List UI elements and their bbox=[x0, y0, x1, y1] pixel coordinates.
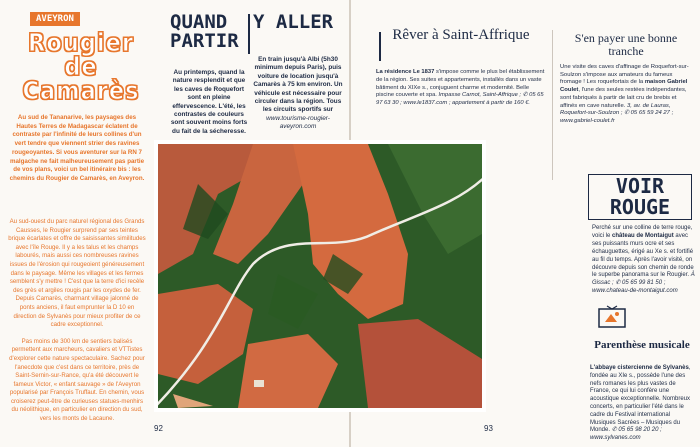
voir-rouge-highlight: château de Montaigut bbox=[612, 232, 674, 239]
parenthese-details: ✆ 05 65 98 20 20 ; www.sylvanes.com bbox=[590, 427, 662, 442]
sen-payer-text bbox=[560, 64, 694, 126]
hotel-name: La résidence Le 1837 bbox=[376, 69, 435, 75]
voir-rouge-title: VOIR ROUGE bbox=[609, 174, 671, 219]
body-text bbox=[8, 218, 146, 432]
rever-body: s'impose comme le plus bel établissement de la région. Ses suites et appartements, installés dans un vaste bâtiment du XIXe s., conjuguent charme et modernité. Belle piscine couverte et spa. bbox=[376, 69, 545, 99]
voir-rouge-details: À Gissac ; ✆ 05 65 99 81 50 ; www.chateau-de-montaigut.com bbox=[592, 272, 695, 295]
sen-payer-title: S'en payer une bonne tranche bbox=[574, 31, 678, 58]
voir-rouge-text bbox=[592, 225, 695, 296]
tourism-link[interactable]: www.tourisme-rougier-aveyron.com bbox=[266, 114, 330, 131]
voir-rouge-body-end: avec ses puissants murs ocre et ses échauguettes, érigé au Xe s. et fortifié au fil du temps. Après l'avoir visité, on découvre depuis son chemin de ronde le superbe panorama sur le Rougier. bbox=[592, 232, 694, 279]
sen-payer-highlight: maison Gabriel Coulet bbox=[560, 79, 688, 94]
rever-text bbox=[376, 69, 546, 108]
y-aller-text bbox=[252, 56, 344, 132]
sen-payer-details: 3, av. de Lauras, Roquefort-sur-Soulzon ; ✆ 05 65 59 24 27 ; www.gabriel-coulet.fr bbox=[560, 102, 674, 124]
ticket-icon bbox=[597, 303, 627, 331]
page-number-right: 93 bbox=[484, 424, 493, 433]
column-divider bbox=[552, 30, 553, 180]
quand-partir-text: Au printemps, quand la nature resplendit et que les caves de Roquefort sont en pleine effervescence. L'été, les contrastes de couleurs sont souvent moins forts du fait de la sécheresse. bbox=[170, 69, 248, 135]
parenthese-title: Parenthèse musicale bbox=[594, 339, 690, 351]
y-aller-title: Y ALLER bbox=[253, 11, 334, 33]
quand-partir-title bbox=[170, 13, 248, 51]
sen-payer-body-end: , l'une des seules restées indépendantes, sont fabriqués à partir de lait cru de brebis et affinés en cave naturelle. bbox=[560, 87, 687, 109]
sen-payer-body-start: Une visite des caves d'affinage de Roquefort-sur-Soulzon s'impose aux amateurs du fameux fromage ! Les roquefortais de la bbox=[560, 64, 689, 86]
article-title: Rougier de Camarès bbox=[22, 28, 140, 105]
y-aller-body: En train jusqu'à Albi (5h30 minimum depuis Paris), puis voiture de location jusqu'à Camarès à 75 km environ. Un véhicule est nécessaire pour circuler dans la région. Tous les circuits sportifs sur bbox=[253, 56, 343, 114]
landscape-photo bbox=[154, 140, 486, 412]
parenthese-body: , fondée au XIe s., possède l'une des nefs romanes les plus vastes de France, ce qui lui confère une acoustique exceptionnelle. Nombreux concerts, en particulier l'été dans le cadre du Festival international Musiques Sacrées – Musiques du Monde. bbox=[590, 365, 691, 434]
lead-paragraph: Au sud de Tananarive, les paysages des Hautes Terres de Madagascar éclatent de contraste par l'infinité de leurs collines d'un vert tendre que viennent strier des ravines rougeoyantes. Si vous aventurer sur la RN 7 malgache ne fait malheureusement pas partie de vos plans, voici un bel itinéraire bis : les chemins du Rougier de Camarès, en Aveyron. bbox=[9, 114, 145, 182]
voir-rouge-body-start: Perché sur une colline de terre rouge, voici le bbox=[592, 225, 693, 239]
body-paragraph-1: Au sud-ouest du parc naturel régional des Grands Causses, le Rougier surprend par ses teintes brique écarlates et offre de saisissantes similitudes avec l'île Rouge. Il y a les talus et les champs labourés, mais aussi ces nombreuses ravines issues de l'érosion qui rougeoient généreusement dans le paysage. Même les villages et les fermes semblent s'y mettre ! C'est que la terre d'ici recèle des grès et argiles rougis par les oxydes de fer. Depuis Camarès, charmant village jalonné de ponts anciens, il faut emprunter la D 10 en direction de Sylvanès pour mieux profiter de ce cadre exceptionnel. bbox=[8, 218, 146, 329]
page-number-left: 92 bbox=[154, 424, 163, 433]
heading-divider bbox=[248, 14, 250, 54]
parenthese-highlight: L'abbaye cistercienne de Sylvanès bbox=[590, 365, 689, 371]
region-tag: AVEYRON bbox=[30, 12, 80, 26]
rever-details: Impasse Carnot, Saint-Affrique ; ✆ 05 65 97 63 30 ; www.le1837.com ; appartement à partir de 160 €. bbox=[376, 92, 544, 107]
rever-rule bbox=[379, 32, 381, 61]
parenthese-text bbox=[590, 365, 694, 443]
rever-title: Rêver à Saint-Affrique bbox=[392, 27, 530, 43]
quand-partir-heading: QUAND PARTIR bbox=[170, 11, 239, 52]
body-paragraph-2: Pas moins de 300 km de sentiers balisés permettent aux marcheurs, cavaliers et VTTistes d'explorer cette nature spectaculaire. Sachez pour l'anecdote que c'est dans ce territoire, près de Saint-Sernin-sur-Rance, qu'a été découvert le fameux Victor, « enfant sauvage » de l'Aveyron popularisé par François Truffaut. En chemin, vous croiserez peut-être de curieuses statues-menhirs du néolithique, en particulier en direction du sud, vers les monts de Lacaune. bbox=[9, 337, 145, 423]
